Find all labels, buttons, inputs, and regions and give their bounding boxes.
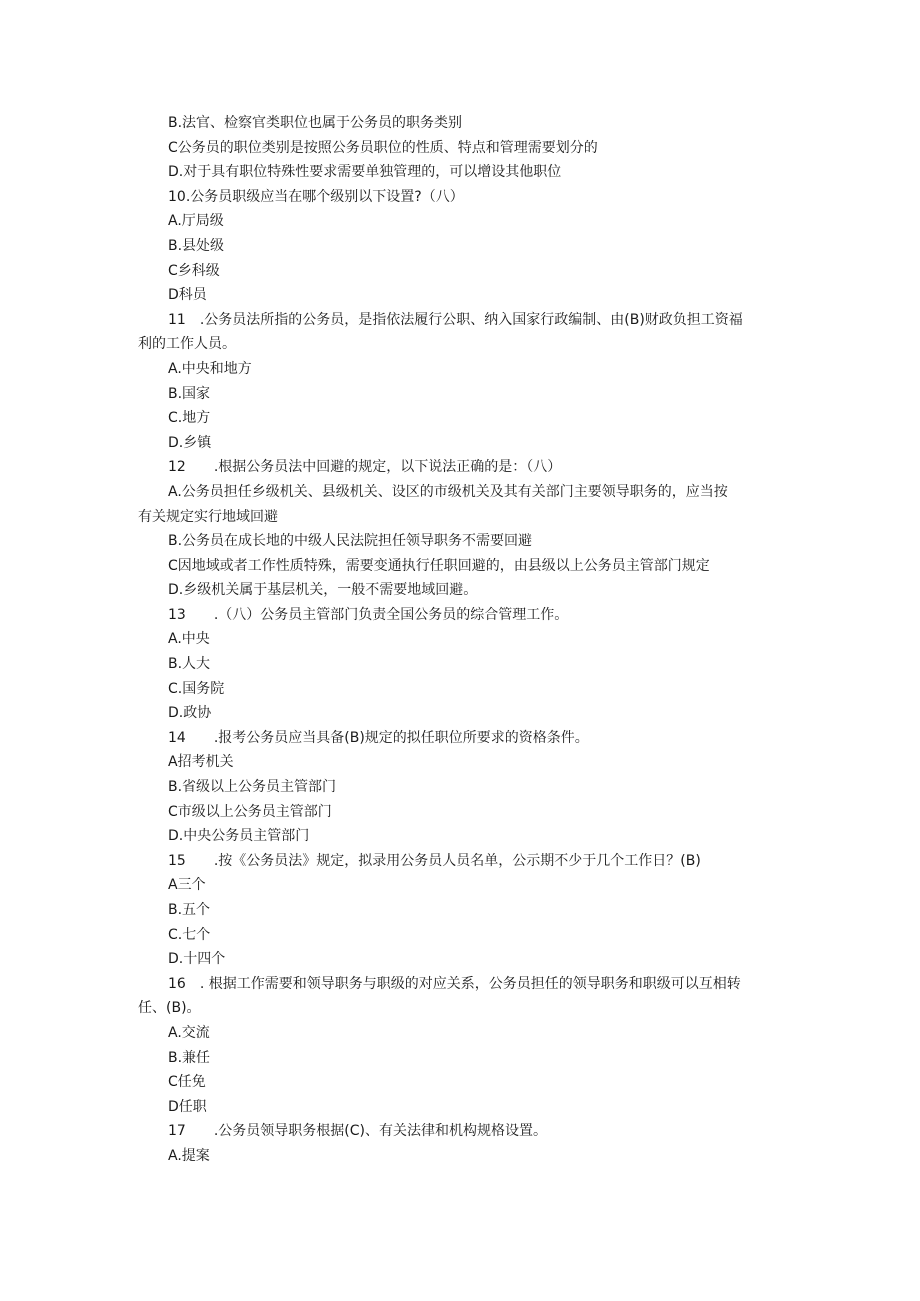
option-line: A.交流	[168, 1024, 210, 1041]
option-line: A.提案	[168, 1147, 210, 1164]
question-line: 17 .公务员领导职务根据(C)、有关法律和机构规格设置。	[168, 1123, 547, 1140]
option-continuation-line: 有关规定实行地域回避	[138, 508, 278, 525]
option-line: B.人大	[168, 656, 211, 673]
option-line: D.对于具有职位特殊性要求需要单独管理的，可以增设其他职位	[168, 164, 562, 181]
option-line: C.七个	[168, 926, 211, 943]
option-line: C乡科级	[168, 262, 220, 279]
question-line: 12 .根据公务员法中回避的规定，以下说法正确的是：（八）	[168, 459, 562, 476]
option-line: B.公务员在成长地的中级人民法院担任领导职务不需要回避	[168, 533, 533, 550]
option-line: B.省级以上公务员主管部门	[168, 779, 337, 796]
option-line: C.地方	[168, 410, 211, 427]
option-line: A.中央和地方	[168, 360, 252, 377]
question-continuation-line: 利的工作人员。	[138, 336, 236, 353]
option-line: B.兼任	[168, 1049, 211, 1066]
option-line: C市级以上公务员主管部门	[168, 803, 332, 820]
question-line: 10.公务员职级应当在哪个级别以下设置?（八）	[168, 188, 464, 205]
option-line: A三个	[168, 877, 206, 894]
option-line: D科员	[168, 287, 207, 304]
option-line: D任职	[168, 1098, 207, 1115]
document-body	[138, 111, 790, 1169]
option-line: D.乡级机关属于基层机关，一般不需要地域回避。	[168, 582, 478, 599]
option-line: C公务员的职位类别是按照公务员职位的性质、特点和管理需要划分的	[168, 139, 598, 156]
option-line: D.乡镇	[168, 434, 212, 451]
option-line: D.中央公务员主管部门	[168, 828, 310, 845]
option-line: A.公务员担任乡级机关、县级机关、设区的市级机关及其有关部门主要领导职务的，应当按	[168, 483, 728, 500]
option-line: B.法官、检察官类职位也属于公务员的职务类别	[168, 115, 463, 131]
option-line: A.中央	[168, 631, 210, 648]
option-line: B.国家	[168, 385, 211, 402]
option-line: C任免	[168, 1074, 206, 1091]
question-line: 14 .报考公务员应当具备(B)规定的拟任职位所要求的资格条件。	[168, 729, 589, 746]
question-line: 11 .公务员法所指的公务员，是指依法履行公职、纳入国家行政编制、由(B)财政负担工资福	[168, 311, 743, 328]
question-line: 15 .按《公务员法》规定，拟录用公务员人员名单，公示期不少于几个工作日？(B)	[168, 852, 701, 869]
question-line: 13 .（八）公务员主管部门负责全国公务员的综合管理工作。	[168, 606, 569, 623]
question-line: 16 . 根据工作需要和领导职务与职级的对应关系，公务员担任的领导职务和职级可以互相转	[168, 975, 741, 992]
option-line: B.五个	[168, 902, 211, 918]
option-line: C.国务院	[168, 680, 225, 697]
option-line: B.县处级	[168, 237, 225, 254]
question-continuation-line: 任、(B)。	[138, 1000, 201, 1017]
option-line: D.政协	[168, 705, 212, 722]
option-line: C因地域或者工作性质特殊，需要变通执行任职回避的，由县级以上公务员主管部门规定	[168, 557, 710, 574]
option-line: A.厅局级	[168, 213, 224, 230]
option-line: D.十四个	[168, 951, 226, 968]
option-line: A招考机关	[168, 754, 234, 771]
